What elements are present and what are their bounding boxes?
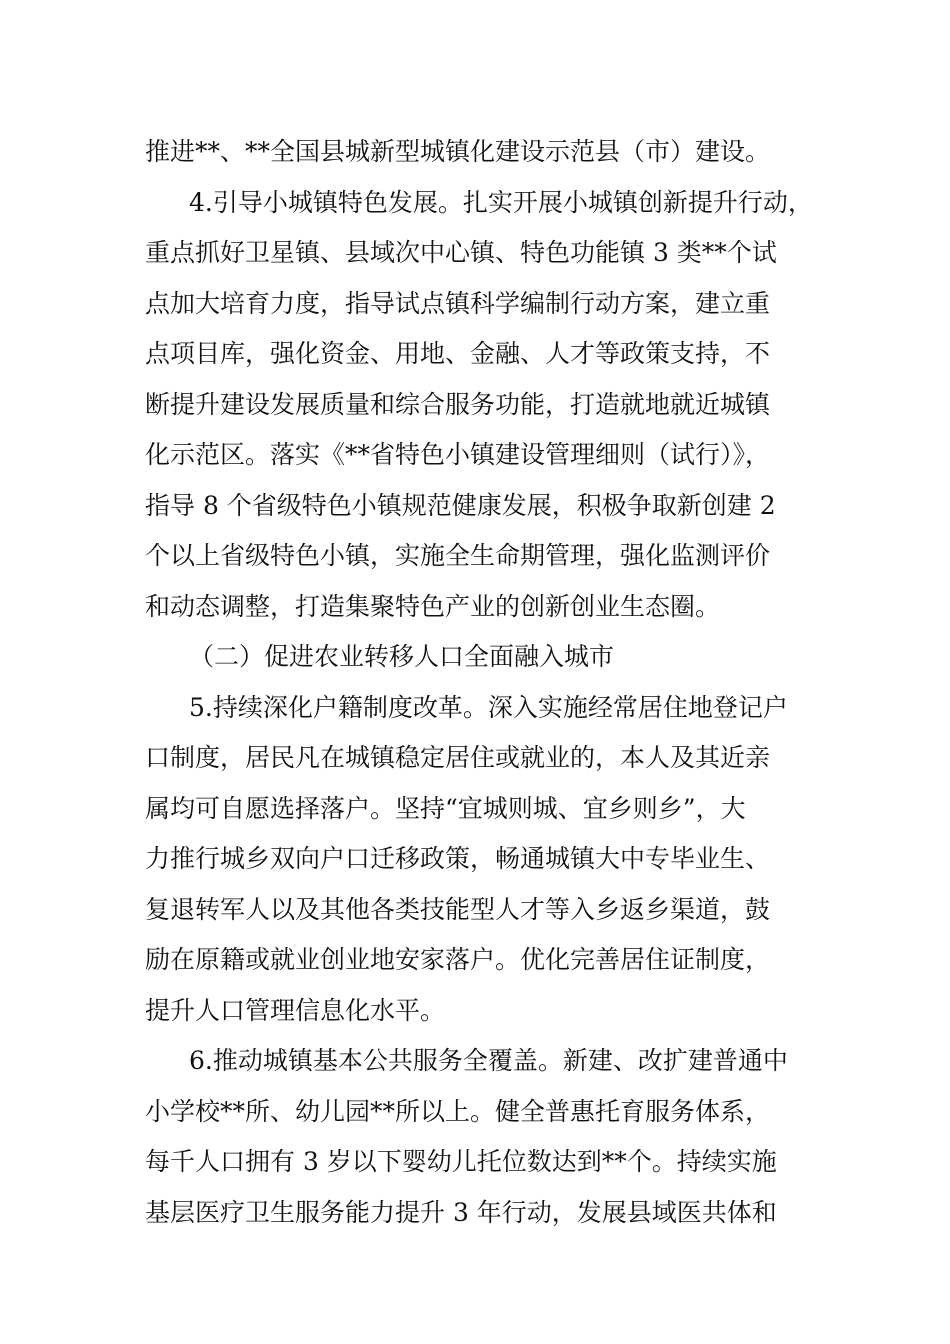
text-line: 断提升建设发展质量和综合服务功能，打造就地就近城镇 (145, 389, 771, 419)
paragraph-heading-5: 5.持续深化户籍制度改革。深入实施经常居住地登记户 (189, 692, 788, 722)
text-line: 口制度，居民凡在城镇稳定居住或就业的，本人及其近亲 (145, 743, 771, 772)
text-line: 复退转军人以及其他各类技能型人才等入乡返乡渠道，鼓 (145, 894, 771, 924)
text-line: 个以上省级特色小镇，实施全生命期管理，强化监测评价 (145, 541, 771, 570)
text-line: 属均可自愿选择落户。坚持“宜城则城、宜乡则乡”，大 (145, 793, 746, 823)
text-line: 基层医疗卫生服务能力提升 3 年行动，发展县域医共体和 (145, 1197, 777, 1227)
text-line: 推进**、**全国县城新型城镇化建设示范县（市）建设。 (145, 137, 771, 166)
text-line: 提升人口管理信息化水平。 (145, 995, 446, 1025)
text-line: 指导 8 个省级特色小镇规范健康发展，积极争取新创建 2 (145, 490, 776, 520)
text-line: 小学校**所、幼儿园**所以上。健全普惠托育服务体系， (145, 1096, 771, 1126)
text-line: 重点抓好卫星镇、县域次中心镇、特色功能镇 3 类**个试 (145, 238, 777, 267)
text-line: 励在原籍或就业创业地安家落户。优化完善居住证制度， (145, 945, 771, 974)
text-line: 力推行城乡双向户口迁移政策，畅通城镇大中专毕业生、 (145, 844, 771, 873)
text-line: 点项目库，强化资金、用地、金融、人才等政策支持，不 (145, 339, 771, 368)
section-heading: （二）促进农业转移人口全面融入城市 (189, 642, 615, 671)
paragraph-heading-6: 6.推动城镇基本公共服务全覆盖。新建、改扩建普通中 (189, 1046, 788, 1075)
text-line: 化示范区。落实《**省特色小镇建设管理细则（试行）》， (145, 440, 771, 469)
document-body (145, 127, 815, 1238)
text-line: 每千人口拥有 3 岁以下婴幼儿托位数达到**个。持续实施 (145, 1147, 777, 1176)
text-line: 点加大培育力度，指导试点镇科学编制行动方案，建立重 (145, 288, 771, 318)
text-line: 和动态调整，打造集聚特色产业的创新创业生态圈。 (145, 591, 721, 621)
paragraph-heading-4: 4.引导小城镇特色发展。扎实开展小城镇创新提升行动， (189, 187, 813, 217)
